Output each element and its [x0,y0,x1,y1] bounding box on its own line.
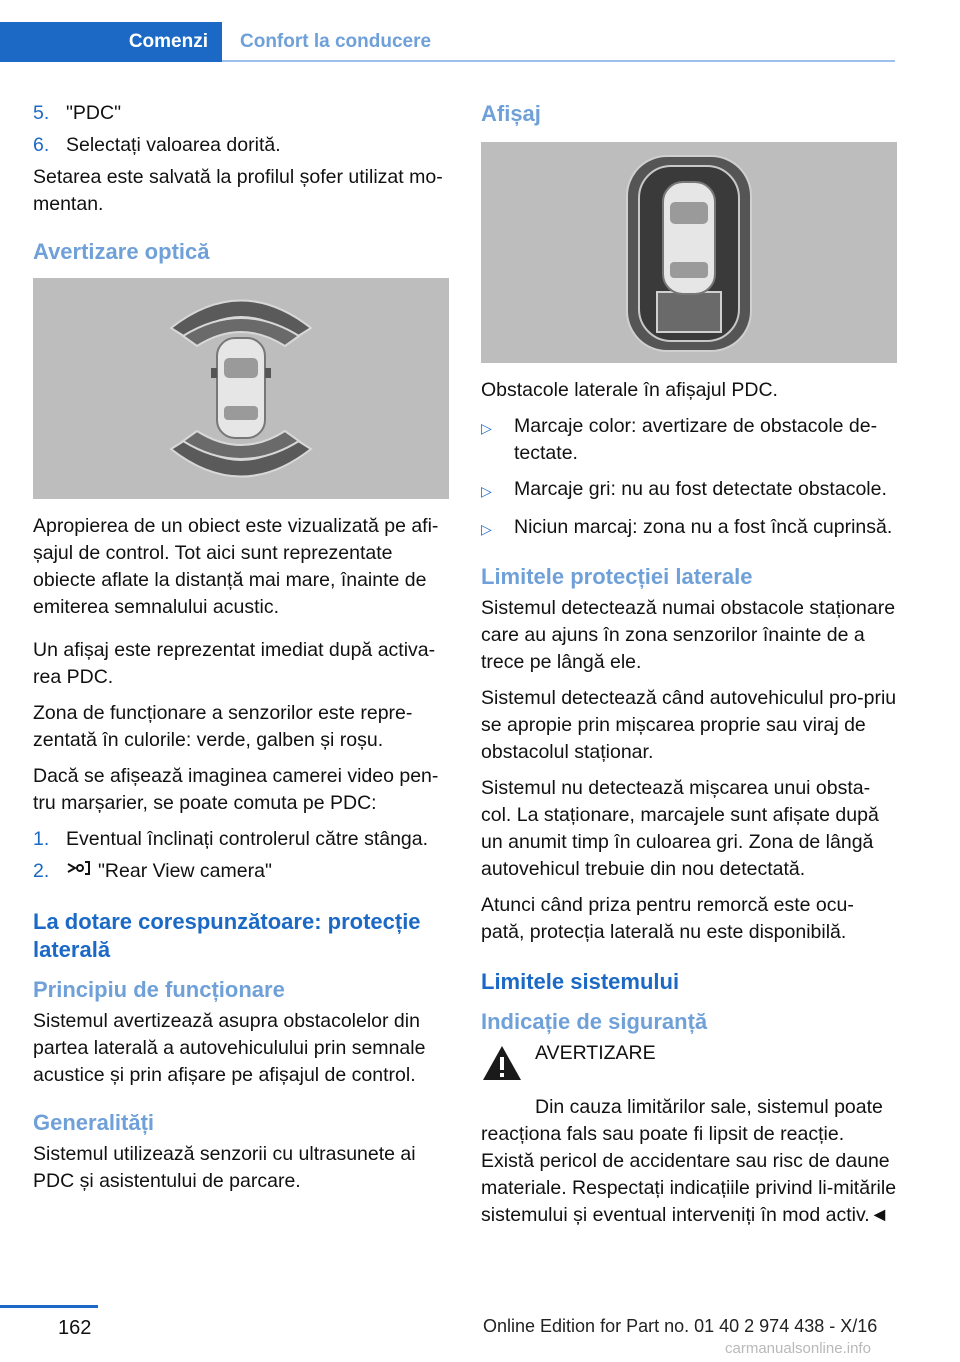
list-number: 5. [33,102,50,124]
para-general: Sistemul utilizează senzorii cu ultrasunete ai PDC și asistentului de parcare. [33,1143,416,1192]
heading-principle: Principiu de funcționare [33,977,285,1002]
pdc-side-figure [481,142,897,363]
edition-line: Online Edition for Part no. 01 40 2 974 438 - X/16 [483,1316,878,1336]
para-display: Un afișaj este reprezentat imediat după activa-rea PDC. [33,639,436,688]
list-item [33,826,449,853]
para-limits-1: Sistemul detectează numai obstacole staționare care au ajuns în zona senzorilor înainte de a trece pe lângă ele. [481,597,896,673]
header-rule [222,60,895,62]
heading-display: Afișaj [481,101,541,126]
list-text: "PDC" [66,102,122,124]
para-limits-2: Sistemul detectează când autovehiculul pro-priu se apropie prin mișcarea proprie sau viraj de obstacolul staționar. [481,687,897,763]
pdc-front-rear-figure [33,278,449,499]
para-zone: Zona de funcționare a senzorilor este repre-zentată în culorile: verde, galben și roșu. [33,702,413,751]
right-column [481,100,897,1238]
list-item [481,413,897,467]
list-item [33,858,449,886]
heading-system-limits: Limitele sistemului [481,969,680,994]
rear-camera-icon [66,858,98,886]
list-text: Selectați valoarea dorită. [66,134,281,156]
para-limits-3: Sistemul nu detectează mișcarea unui obsta-col. La staționare, marcajele sunt afișate după un anumit timp în culoarea gri. Zona de lângă autovehicul trebuie din nou detectată. [481,777,879,880]
heading-general: Generalități [33,1110,155,1135]
page-number: 162 [58,1317,92,1339]
figure-caption: Obstacole laterale în afișajul PDC. [481,379,778,401]
list-number: 1. [33,828,50,850]
triangle-bullet-icon: ▷ [481,483,492,499]
list-item [481,476,897,505]
para-approach: Apropierea de un obiect este vizualizată pe afi-șajul de control. Tot aici sunt reprezentate obiecte aflate la distanță mai mare, înainte de emiterea semnalului acustic. [33,515,439,618]
heading-limits-side: Limitele protecției laterale [481,564,753,589]
list-number: 6. [33,134,50,156]
para-principle: Sistemul avertizează asupra obstacolelor din partea laterală a autovehiculului prin semnale acustice și prin afișare pe afișajul de control. [33,1010,426,1086]
warning-triangle-icon [481,1040,529,1090]
left-column [33,100,449,1204]
para-limits-4: Atunci când priza pentru remorcă este ocu-pată, protecția laterală nu este disponibilă. [481,894,854,943]
heading-side-protection: La dotare corespunzătoare: protecție laterală [33,909,421,962]
heading-optical-warning: Avertizare optică [33,239,210,264]
list-item [33,132,449,159]
section-tab-active: Comenzi [0,22,222,62]
list-number: 2. [33,860,50,882]
list-item [33,100,449,127]
list-text: Niciun marcaj: zona nu a fost încă cuprinsă. [514,516,893,538]
para-camera: Dacă se afișează imaginea camerei video pen-tru marșarier, se poate comuta pe PDC: [33,765,439,814]
list-text: Eventual înclinați controlerul către stânga. [66,828,429,850]
page-header [0,0,895,62]
warning-block [481,1040,897,1090]
warning-title: AVERTIZARE [535,1042,656,1064]
footer-rule [0,1305,98,1308]
list-text: Marcaje color: avertizare de obstacole de-tectate. [514,415,878,464]
saved-note: Setarea este salvată la profilul șofer utilizat mo-mentan. [33,166,443,215]
heading-safety: Indicație de siguranță [481,1009,708,1034]
triangle-bullet-icon: ▷ [481,420,492,436]
list-text: Marcaje gri: nu au fost detectate obstacole. [514,478,887,500]
warning-text: Din cauza limitărilor sale, sistemul poate reacționa fals sau poate fi lipsit de reacție. Există pericol de accidentare sau risc de daune materiale. Respectați indicațiile privind li-mitările sistemului și eventual interveniți în mod activ.◄ [481,1096,897,1226]
list-text: "Rear View camera" [98,860,272,882]
list-item [481,514,897,543]
watermark: carmanualsonline.info [725,1340,871,1357]
section-tab-inactive: Confort la conducere [240,31,432,52]
triangle-bullet-icon: ▷ [481,521,492,537]
